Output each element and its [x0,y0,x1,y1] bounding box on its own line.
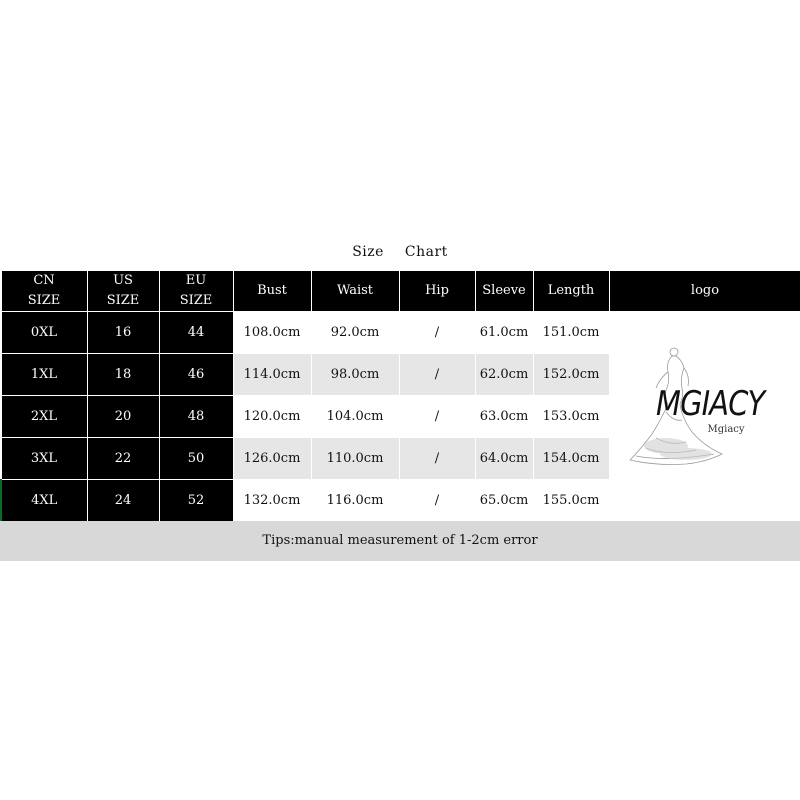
waist-cell: 110.0cm [311,438,399,480]
cn-size-cell: 4XL [1,480,87,522]
header-us-line2: SIZE [106,293,140,308]
header-hip: Hip [399,271,475,312]
waist-cell: 92.0cm [311,312,399,354]
header-row [1,271,800,312]
bust-cell: 120.0cm [233,396,311,438]
eu-size-cell: 52 [159,480,233,522]
cn-size-cell: 3XL [1,438,87,480]
eu-size-cell: 44 [159,312,233,354]
hip-cell: / [399,480,475,522]
header-eu-line2: SIZE [179,293,213,308]
waist-cell: 98.0cm [311,354,399,396]
us-size-cell: 16 [87,312,159,354]
title-word-chart: Chart [404,244,448,260]
hip-cell: / [399,396,475,438]
table-row [1,312,800,354]
cn-size-cell: 2XL [1,396,87,438]
length-cell: 151.0cm [533,312,609,354]
header-sleeve: Sleeve [475,271,533,312]
eu-size-cell: 50 [159,438,233,480]
us-size-cell: 18 [87,354,159,396]
eu-size-cell: 46 [159,354,233,396]
length-cell: 152.0cm [533,354,609,396]
sleeve-cell: 65.0cm [475,480,533,522]
header-waist: Waist [311,271,399,312]
tips-banner: Tips:manual measurement of 1-2cm error [0,521,800,561]
cn-size-cell: 0XL [1,312,87,354]
brand-logo [626,342,796,472]
sleeve-cell: 62.0cm [475,354,533,396]
logo-brand-text: MGIACY [655,384,764,424]
length-cell: 155.0cm [533,480,609,522]
header-us-line1: US [113,273,133,288]
hip-cell: / [399,354,475,396]
logo-sub-text: Mgiacy [707,424,745,435]
header-length: Length [533,271,609,312]
hip-cell: / [399,312,475,354]
header-eu-line1: EU [185,273,207,288]
eu-size-cell: 48 [159,396,233,438]
bust-cell: 108.0cm [233,312,311,354]
sleeve-cell: 64.0cm [475,438,533,480]
sleeve-cell: 61.0cm [475,312,533,354]
waist-cell: 104.0cm [311,396,399,438]
chart-title [0,238,800,270]
bust-cell: 126.0cm [233,438,311,480]
logo-cell [609,312,800,522]
sleeve-cell: 63.0cm [475,396,533,438]
us-size-cell: 22 [87,438,159,480]
waist-cell: 116.0cm [311,480,399,522]
header-cn-size [1,271,87,312]
header-us-size [87,271,159,312]
header-bust: Bust [233,271,311,312]
bust-cell: 114.0cm [233,354,311,396]
size-table [0,270,800,522]
us-size-cell: 20 [87,396,159,438]
title-word-size: Size [352,244,384,260]
header-cn-line2: SIZE [27,293,61,308]
length-cell: 154.0cm [533,438,609,480]
length-cell: 153.0cm [533,396,609,438]
bust-cell: 132.0cm [233,480,311,522]
hip-cell: / [399,438,475,480]
cn-size-cell: 1XL [1,354,87,396]
us-size-cell: 24 [87,480,159,522]
header-eu-size [159,271,233,312]
header-cn-line1: CN [33,273,55,288]
header-logo: logo [609,271,800,312]
